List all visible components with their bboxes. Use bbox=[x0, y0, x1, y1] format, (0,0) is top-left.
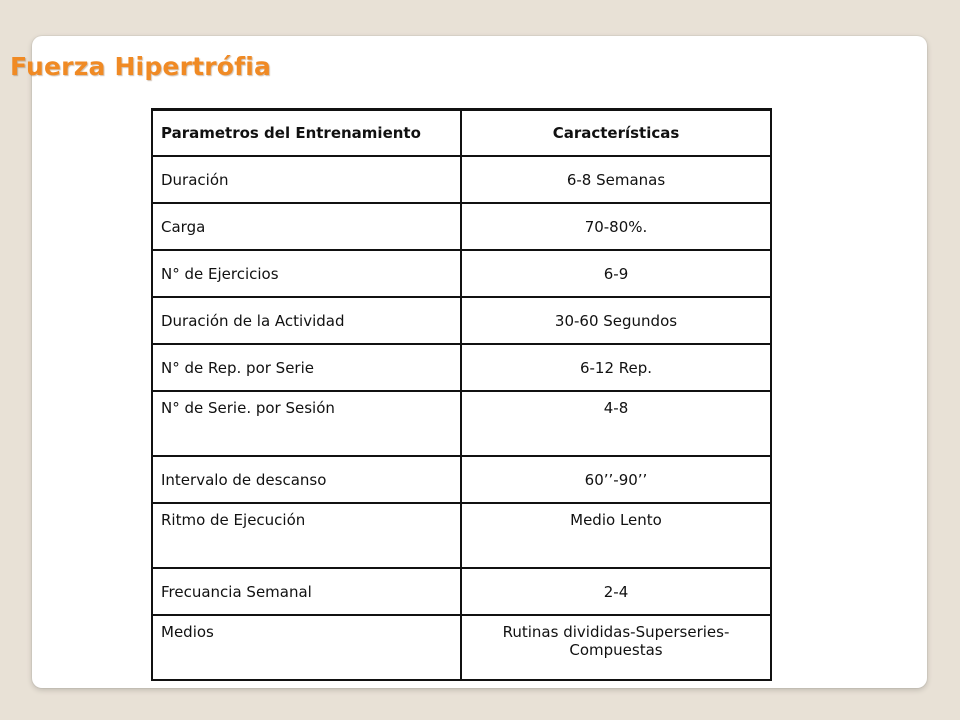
slide-title: Fuerza Hipertrófia bbox=[10, 52, 272, 81]
parameter-cell: Duración de la Actividad bbox=[152, 297, 461, 344]
parameter-cell: N° de Serie. por Sesión bbox=[152, 391, 461, 456]
table-row bbox=[152, 297, 771, 344]
value-cell: 60’’-90’’ bbox=[461, 456, 771, 503]
value-cell: Medio Lento bbox=[461, 503, 771, 568]
table-row bbox=[152, 503, 771, 568]
table-header-row bbox=[152, 110, 771, 157]
value-cell: 70-80%. bbox=[461, 203, 771, 250]
table-row bbox=[152, 344, 771, 391]
table-row bbox=[152, 456, 771, 503]
table-row bbox=[152, 615, 771, 680]
value-cell: 4-8 bbox=[461, 391, 771, 456]
parameter-cell: Medios bbox=[152, 615, 461, 680]
value-cell: 2-4 bbox=[461, 568, 771, 615]
training-table-container bbox=[151, 108, 770, 681]
header-characteristics: Características bbox=[461, 110, 771, 157]
parameter-cell: Ritmo de Ejecución bbox=[152, 503, 461, 568]
table-row bbox=[152, 250, 771, 297]
header-parameters: Parametros del Entrenamiento bbox=[152, 110, 461, 157]
value-cell: 6-8 Semanas bbox=[461, 156, 771, 203]
parameter-cell: N° de Rep. por Serie bbox=[152, 344, 461, 391]
table-row bbox=[152, 568, 771, 615]
parameter-cell: Duración bbox=[152, 156, 461, 203]
table-row bbox=[152, 391, 771, 456]
value-cell: 6-9 bbox=[461, 250, 771, 297]
parameter-cell: Carga bbox=[152, 203, 461, 250]
parameter-cell: N° de Ejercicios bbox=[152, 250, 461, 297]
value-cell: Rutinas divididas-Superseries-Compuestas bbox=[461, 615, 771, 680]
parameter-cell: Intervalo de descanso bbox=[152, 456, 461, 503]
training-parameters-table bbox=[151, 108, 772, 681]
value-cell: 6-12 Rep. bbox=[461, 344, 771, 391]
table-row bbox=[152, 156, 771, 203]
parameter-cell: Frecuancia Semanal bbox=[152, 568, 461, 615]
table-row bbox=[152, 203, 771, 250]
value-cell: 30-60 Segundos bbox=[461, 297, 771, 344]
